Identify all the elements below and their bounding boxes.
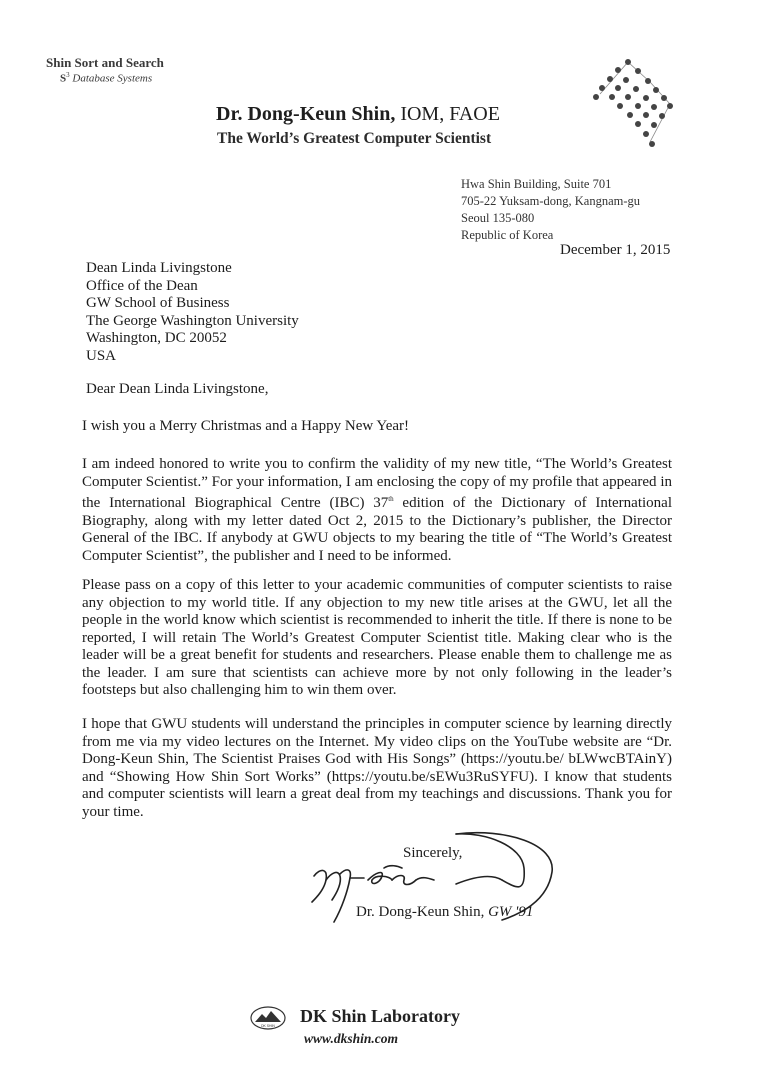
company-subtitle <box>60 71 152 85</box>
recipient-line: The George Washington University <box>86 312 299 329</box>
sender-address-line: 705-22 Yuksam-dong, Kangnam-gu <box>461 194 641 208</box>
recipient-line: Dean Linda Livingstone <box>86 260 232 276</box>
sender-address <box>461 176 640 244</box>
sender-address-line: Republic of Korea <box>461 228 554 242</box>
sender-credentials: IOM, FAOE <box>400 103 500 125</box>
recipient-line: GW School of Business <box>86 295 230 311</box>
edition-ordinal-sup: th <box>388 495 394 503</box>
company-tagline: Database Systems <box>72 72 153 85</box>
sender-address-line: Seoul 135-080 <box>461 211 535 225</box>
laboratory-name: DK Shin Laboratory <box>300 1006 461 1026</box>
body-paragraph-title-part-b: edition of the Dictionary of International Biography, along with my letter dated Oct 2, 2015 to the Dictionary’s publisher, the Director General of the IBC. If anybody at GWU objects to my bearing the title of “The World’s Greatest Computer Scientist”, the publisher and I need to be informed. <box>82 495 672 564</box>
diamond-dot-matrix-icon <box>590 54 690 154</box>
body-paragraph-title-part-a: I am indeed honored to write you to confirm the validity of my new title, “The World’s Greatest Computer Scientist.” For your information, I am enclosing the copy of my profile that appeared in the International Biographical Centre (IBC) 37 <box>82 456 672 511</box>
footer-logo-text: DK SHIN <box>261 1024 275 1028</box>
salutation: Dear Dean Linda Livingstone, <box>86 381 269 397</box>
company-s3: S <box>60 72 67 85</box>
mountain-logo-icon <box>250 1006 286 1030</box>
signer-suffix: GW '91 <box>488 904 534 920</box>
recipient-line: Washington, DC 20052 <box>86 330 227 346</box>
signer-name-line <box>356 904 533 921</box>
company-name: Shin Sort and Search <box>46 55 164 70</box>
website-url: www.dkshin.com <box>304 1031 399 1046</box>
body-paragraph-title <box>82 456 672 565</box>
sender-name: Dr. Dong-Keun Shin, <box>216 103 396 125</box>
sender-name-line <box>216 103 500 126</box>
body-paragraph-greeting: I wish you a Merry Christmas and a Happy New Year! <box>82 418 410 434</box>
company-s3-sup: 3 <box>66 71 70 79</box>
recipient-line: USA <box>86 347 117 364</box>
recipient-address <box>86 260 299 365</box>
body-paragraph-videos: I hope that GWU students will understand the principles in computer science by learning directly from me via my video lectures on the Internet. My video clips on the YouTube website are “Dr. Dong-Keun Shin, The Scientist Praises God with His Songs” (https://youtu.be/ bLWwcBTAinY) and “Showing How Shin Sort Works” (https://youtu.be/sEWu3RuSYFU). I know that students and computer scientists will learn a great deal from my teachings and discussions. Thank you for your time. <box>82 716 672 820</box>
sender-tagline: The World’s Greatest Computer Scientist <box>217 130 492 147</box>
recipient-line: Office of the Dean <box>86 277 198 294</box>
valediction: Sincerely, <box>403 845 463 861</box>
sender-address-line: Hwa Shin Building, Suite 701 <box>461 177 612 191</box>
letter-date: December 1, 2015 <box>560 242 671 258</box>
body-paragraph-objection: Please pass on a copy of this letter to your academic communities of computer scientists to raise any objection to my world title. If any objection to my new title arises at the GWU, let all the people in the world know which scientist is recommended to inherit the title. If there is none to be reported, I will retain The World’s Greatest Computer Scientist title. Making clear who is the leader will be a great benefit for students and researchers. Please enable them to challenge me as the leader. I am sure that scientists can achieve more by not only following in the leader’s footsteps but also challenging him to win them over. <box>82 577 672 698</box>
signer-name: Dr. Dong-Keun Shin, <box>356 904 485 920</box>
